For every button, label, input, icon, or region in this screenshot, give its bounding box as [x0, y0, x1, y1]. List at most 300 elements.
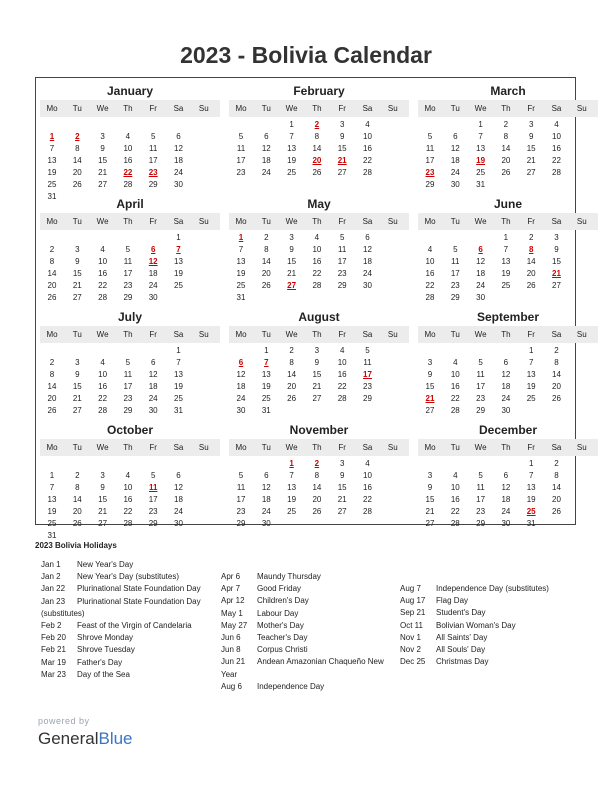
day-cell: 5 — [427, 132, 433, 141]
month-name: February — [293, 84, 345, 98]
day-cell: 3 — [100, 132, 105, 141]
day-cell: 4 — [365, 459, 370, 468]
day-cell: 2 — [554, 346, 559, 355]
day-cell: 7 — [49, 144, 55, 153]
day-cell: 27 — [312, 394, 322, 403]
weekday-label: Su — [387, 443, 398, 452]
day-cell: 9 — [427, 370, 433, 379]
month-name: March — [490, 84, 526, 98]
weekday-header — [418, 213, 598, 230]
holiday-day-cell: 17 — [363, 370, 372, 379]
day-cell: 14 — [312, 144, 322, 153]
weekday-label: Fr — [149, 217, 157, 226]
holiday-name: Christmas Day — [436, 657, 489, 667]
day-cell: 16 — [312, 257, 322, 266]
weekday-label: Tu — [72, 217, 82, 226]
day-cell: 16 — [363, 483, 372, 492]
day-cell: 5 — [125, 245, 131, 254]
day-cell: 17 — [450, 269, 460, 278]
day-cell: 14 — [261, 257, 271, 266]
day-cell: 20 — [552, 495, 561, 504]
holiday-day-cell: 8 — [528, 245, 534, 254]
day-cell: 7 — [478, 132, 483, 141]
weekday-label: Tu — [72, 104, 82, 113]
day-grid — [229, 119, 405, 179]
day-cell: 29 — [337, 281, 347, 290]
day-cell: 22 — [98, 394, 108, 403]
day-cell: 5 — [150, 471, 156, 480]
weekday-label: Su — [576, 443, 587, 452]
day-cell: 14 — [501, 144, 511, 153]
holiday-day-cell: 21 — [337, 156, 347, 165]
day-cell: 15 — [337, 483, 347, 492]
day-cell: 28 — [312, 281, 322, 290]
day-cell: 24 — [174, 507, 183, 516]
day-grid — [418, 232, 594, 304]
day-cell: 26 — [47, 293, 57, 302]
day-cell: 9 — [339, 471, 345, 480]
empty-day-cell — [254, 458, 278, 470]
day-cell: 4 — [314, 233, 320, 242]
day-cell: 2 — [264, 233, 269, 242]
day-cell: 29 — [123, 406, 133, 415]
weekday-label: Sa — [362, 443, 373, 452]
empty-day-cell — [65, 119, 89, 131]
weekday-label: Fr — [338, 443, 346, 452]
day-cell: 26 — [312, 507, 322, 516]
weekday-label: Su — [387, 104, 398, 113]
empty-day-cell — [141, 119, 165, 131]
day-cell: 15 — [526, 144, 536, 153]
day-cell: 25 — [476, 168, 486, 177]
day-cell: 15 — [552, 257, 561, 266]
day-cell: 2 — [503, 120, 509, 129]
day-cell: 24 — [236, 394, 246, 403]
holiday-entry — [400, 595, 580, 607]
day-cell: 4 — [453, 358, 458, 367]
weekday-label: We — [285, 330, 298, 339]
holiday-entry — [400, 632, 580, 644]
day-cell: 12 — [174, 144, 183, 153]
weekday-label: Fr — [338, 217, 346, 226]
day-cell: 29 — [236, 519, 246, 528]
day-cell: 30 — [148, 406, 158, 415]
holiday-name: Father's Day — [77, 657, 123, 667]
day-cell: 18 — [450, 156, 460, 165]
day-cell: 6 — [453, 132, 458, 141]
day-cell: 26 — [72, 180, 82, 189]
holiday-date: Oct 11 — [400, 620, 423, 630]
holiday-day-cell: 2 — [75, 132, 80, 141]
empty-day-cell — [91, 345, 115, 357]
day-cell: 28 — [98, 406, 108, 415]
holiday-entry — [221, 632, 401, 644]
day-cell: 12 — [501, 370, 511, 379]
holiday-date: Feb 21 — [41, 645, 66, 655]
day-cell: 30 — [148, 293, 158, 302]
holiday-date: Jun 21 — [221, 657, 246, 667]
day-cell: 10 — [123, 144, 133, 153]
day-cell: 12 — [450, 144, 460, 153]
day-cell: 28 — [450, 519, 460, 528]
holiday-name: New Year's Day — [77, 560, 134, 569]
day-cell: 27 — [526, 168, 536, 177]
day-cell: 20 — [526, 269, 536, 278]
month-november — [229, 421, 409, 530]
holiday-date: May 27 — [221, 620, 248, 630]
day-cell: 19 — [236, 269, 246, 278]
day-cell: 10 — [450, 370, 460, 379]
day-cell: 31 — [174, 406, 183, 415]
day-cell: 4 — [125, 471, 131, 480]
empty-day-cell — [65, 232, 89, 244]
holiday-day-cell: 21 — [425, 394, 435, 403]
day-cell: 14 — [526, 257, 536, 266]
day-cell: 9 — [554, 245, 559, 254]
empty-day-cell — [443, 232, 467, 244]
day-cell: 7 — [289, 471, 294, 480]
holiday-date: Nov 2 — [400, 645, 421, 655]
weekday-label: Su — [576, 104, 587, 113]
weekday-label: We — [96, 104, 109, 113]
day-cell: 3 — [339, 120, 345, 129]
holiday-date: Jan 23 — [41, 596, 66, 606]
weekday-label: Mo — [424, 330, 436, 339]
day-cell: 1 — [289, 120, 294, 129]
holiday-day-cell: 1 — [238, 233, 244, 242]
day-cell: 18 — [476, 269, 486, 278]
weekday-label: Su — [198, 330, 209, 339]
day-cell: 21 — [425, 507, 435, 516]
weekday-label: Mo — [46, 443, 58, 452]
holiday-entry — [41, 571, 221, 583]
weekday-label: Th — [312, 443, 322, 452]
empty-day-cell — [65, 458, 89, 470]
day-cell: 8 — [554, 358, 559, 367]
weekday-label: Fr — [338, 104, 346, 113]
day-cell: 24 — [363, 269, 372, 278]
weekday-label: Th — [312, 217, 322, 226]
holiday-day-cell: 27 — [287, 281, 297, 290]
day-cell: 17 — [337, 257, 347, 266]
empty-day-cell — [91, 232, 115, 244]
weekday-label: Tu — [450, 217, 460, 226]
weekday-label: We — [285, 443, 298, 452]
empty-day-cell — [229, 119, 253, 131]
day-cell: 1 — [176, 346, 181, 355]
day-cell: 10 — [363, 471, 372, 480]
weekday-label: Su — [198, 104, 209, 113]
day-cell: 19 — [174, 269, 183, 278]
day-cell: 24 — [148, 281, 158, 290]
day-cell: 21 — [337, 495, 347, 504]
day-cell: 12 — [174, 483, 183, 492]
weekday-label: Tu — [450, 443, 460, 452]
holiday-date: Jan 2 — [41, 572, 61, 582]
holiday-entry — [41, 559, 221, 571]
day-cell: 30 — [236, 406, 246, 415]
day-cell: 16 — [363, 144, 372, 153]
holiday-name: New Year's Day (substitutes) — [77, 572, 180, 582]
holiday-name: Day of the Sea — [77, 669, 130, 679]
day-cell: 30 — [476, 293, 486, 302]
holiday-entry — [41, 608, 221, 620]
holiday-entry — [221, 656, 401, 668]
day-cell: 2 — [289, 346, 294, 355]
empty-day-cell — [469, 232, 493, 244]
day-cell: 20 — [552, 382, 561, 391]
holiday-day-cell: 12 — [148, 257, 158, 266]
day-cell: 14 — [72, 156, 82, 165]
day-cell: 14 — [552, 483, 561, 492]
day-cell: 4 — [125, 132, 131, 141]
holiday-date: Aug 7 — [400, 584, 421, 593]
day-cell: 12 — [363, 245, 372, 254]
holiday-date: Mar 19 — [41, 657, 66, 667]
day-cell: 17 — [236, 156, 246, 165]
day-cell: 6 — [365, 233, 370, 242]
day-cell: 26 — [526, 281, 536, 290]
weekday-label: Mo — [235, 330, 247, 339]
holiday-date: Jan 1 — [41, 560, 61, 569]
holiday-name: Plurinational State Foundation Day — [77, 596, 201, 606]
day-cell: 18 — [261, 495, 271, 504]
day-cell: 9 — [528, 132, 534, 141]
holiday-date: Jun 8 — [221, 645, 241, 655]
weekday-label: Tu — [261, 217, 271, 226]
day-cell: 14 — [47, 269, 57, 278]
day-cell: 20 — [287, 382, 297, 391]
day-cell: 26 — [552, 394, 561, 403]
empty-day-cell — [229, 458, 253, 470]
holiday-name: Corpus Christi — [257, 645, 308, 655]
day-cell: 9 — [75, 257, 80, 266]
day-cell: 26 — [312, 168, 322, 177]
day-cell: 14 — [287, 370, 297, 379]
day-cell: 18 — [501, 495, 511, 504]
weekday-header — [418, 439, 598, 456]
holiday-day-cell: 7 — [176, 245, 181, 254]
day-cell: 10 — [98, 257, 108, 266]
day-cell: 17 — [236, 495, 246, 504]
day-cell: 2 — [528, 233, 534, 242]
day-cell: 30 — [501, 519, 511, 528]
holiday-name: Teacher's Day — [257, 633, 308, 643]
day-cell: 26 — [72, 519, 82, 528]
weekday-label: Sa — [362, 217, 373, 226]
day-cell: 27 — [552, 281, 561, 290]
holiday-day-cell: 25 — [526, 507, 536, 516]
empty-day-cell — [443, 345, 467, 357]
holiday-entry — [221, 644, 401, 656]
day-cell: 25 — [47, 519, 57, 528]
empty-day-cell — [229, 345, 253, 357]
day-cell: 5 — [339, 233, 345, 242]
day-grid — [40, 345, 216, 417]
day-cell: 11 — [476, 483, 485, 492]
empty-day-cell — [141, 232, 165, 244]
weekday-label: Mo — [235, 443, 247, 452]
day-cell: 19 — [501, 269, 511, 278]
month-name: October — [106, 423, 153, 437]
day-cell: 10 — [312, 245, 322, 254]
holiday-day-cell: 20 — [312, 156, 322, 165]
day-cell: 3 — [427, 358, 433, 367]
day-cell: 7 — [176, 358, 181, 367]
day-cell: 5 — [453, 245, 458, 254]
day-cell: 12 — [148, 370, 158, 379]
day-cell: 28 — [552, 168, 561, 177]
day-cell: 21 — [72, 281, 82, 290]
holiday-date: Apr 7 — [221, 584, 241, 594]
day-cell: 20 — [501, 156, 511, 165]
day-cell: 18 — [236, 382, 246, 391]
holiday-date: Apr 6 — [221, 572, 241, 581]
holiday-entry — [221, 681, 401, 693]
empty-day-cell — [469, 345, 493, 357]
day-cell: 30 — [261, 519, 271, 528]
day-grid — [418, 119, 594, 191]
day-cell: 6 — [264, 471, 269, 480]
day-cell: 15 — [425, 382, 435, 391]
day-cell: 15 — [287, 257, 297, 266]
weekday-label: Su — [576, 330, 587, 339]
day-cell: 7 — [528, 471, 534, 480]
day-cell: 21 — [72, 394, 82, 403]
empty-day-cell — [91, 119, 115, 131]
day-cell: 24 — [174, 168, 183, 177]
holiday-entry — [221, 571, 401, 583]
day-cell: 10 — [98, 370, 108, 379]
month-march — [418, 82, 598, 191]
day-cell: 25 — [261, 394, 271, 403]
day-cell: 23 — [363, 382, 372, 391]
holiday-date: Apr 12 — [221, 596, 245, 606]
weekday-label: We — [285, 104, 298, 113]
day-cell: 9 — [100, 144, 105, 153]
day-cell: 24 — [450, 168, 460, 177]
holiday-entry — [41, 669, 221, 681]
day-cell: 27 — [337, 507, 347, 516]
brand-logo[interactable] — [38, 729, 133, 749]
weekday-label: Th — [312, 104, 322, 113]
weekday-label: Th — [501, 104, 511, 113]
day-cell: 29 — [476, 406, 486, 415]
weekday-label: Fr — [338, 330, 346, 339]
day-cell: 8 — [554, 471, 559, 480]
day-cell: 8 — [75, 483, 80, 492]
brand-name-blue: Blue — [98, 729, 133, 748]
day-cell: 16 — [425, 269, 435, 278]
day-cell: 1 — [49, 471, 55, 480]
day-cell: 1 — [503, 233, 509, 242]
weekday-label: Su — [198, 217, 209, 226]
holiday-date: Jun 6 — [221, 633, 241, 643]
day-cell: 1 — [264, 346, 269, 355]
day-cell: 12 — [236, 370, 246, 379]
day-cell: 19 — [47, 507, 57, 516]
day-cell: 23 — [123, 394, 133, 403]
holiday-name: Year — [221, 669, 238, 679]
day-cell: 3 — [314, 346, 320, 355]
day-cell: 7 — [238, 245, 244, 254]
day-cell: 3 — [339, 459, 345, 468]
day-cell: 22 — [123, 507, 133, 516]
day-cell: 22 — [337, 382, 347, 391]
empty-day-cell — [116, 345, 140, 357]
weekday-label: Mo — [424, 217, 436, 226]
weekday-label: Fr — [149, 330, 157, 339]
empty-day-cell — [418, 232, 442, 244]
day-cell: 23 — [236, 168, 246, 177]
day-cell: 16 — [337, 370, 347, 379]
day-cell: 11 — [476, 370, 485, 379]
day-cell: 27 — [425, 406, 435, 415]
holiday-name: Mother's Day — [257, 620, 304, 630]
day-cell: 17 — [148, 156, 158, 165]
day-cell: 11 — [236, 483, 246, 492]
empty-day-cell — [418, 119, 442, 131]
day-cell: 15 — [72, 382, 82, 391]
day-cell: 4 — [365, 120, 370, 129]
day-cell: 7 — [49, 483, 55, 492]
day-cell: 4 — [100, 358, 105, 367]
day-cell: 29 — [476, 519, 486, 528]
holiday-day-cell: 22 — [123, 168, 133, 177]
day-cell: 10 — [552, 132, 561, 141]
day-cell: 15 — [337, 144, 347, 153]
day-cell: 30 — [174, 180, 183, 189]
holiday-name: Maundy Thursday — [257, 572, 321, 581]
day-cell: 19 — [261, 382, 271, 391]
holiday-date: Jan 22 — [41, 584, 66, 594]
month-name: June — [493, 197, 522, 211]
weekday-label: Mo — [46, 104, 58, 113]
day-cell: 19 — [526, 382, 536, 391]
day-cell: 31 — [47, 531, 57, 540]
day-cell: 3 — [75, 245, 80, 254]
holiday-name: Good Friday — [257, 584, 302, 594]
day-grid — [40, 232, 216, 304]
day-cell: 25 — [526, 394, 536, 403]
day-cell: 16 — [98, 382, 108, 391]
day-cell: 17 — [123, 382, 133, 391]
empty-day-cell — [141, 345, 165, 357]
day-cell: 28 — [450, 406, 460, 415]
day-cell: 8 — [264, 245, 269, 254]
holiday-day-cell: 6 — [238, 358, 244, 367]
holiday-name: Shrove Tuesday — [77, 645, 135, 655]
day-cell: 29 — [123, 293, 133, 302]
holiday-day-cell: 6 — [478, 245, 483, 254]
day-cell: 30 — [174, 519, 183, 528]
day-cell: 6 — [503, 358, 509, 367]
day-cell: 8 — [314, 471, 320, 480]
weekday-label: Sa — [362, 104, 373, 113]
day-cell: 6 — [176, 471, 181, 480]
weekday-label: Su — [198, 443, 209, 452]
day-cell: 16 — [552, 144, 561, 153]
holiday-entry — [400, 656, 580, 668]
month-name: September — [476, 310, 540, 324]
day-cell: 26 — [501, 168, 511, 177]
holiday-day-cell: 1 — [289, 459, 294, 468]
holiday-entry — [221, 620, 401, 632]
weekday-label: Fr — [149, 443, 157, 452]
day-cell: 13 — [287, 483, 297, 492]
month-name: January — [106, 84, 154, 98]
month-october — [40, 421, 220, 542]
